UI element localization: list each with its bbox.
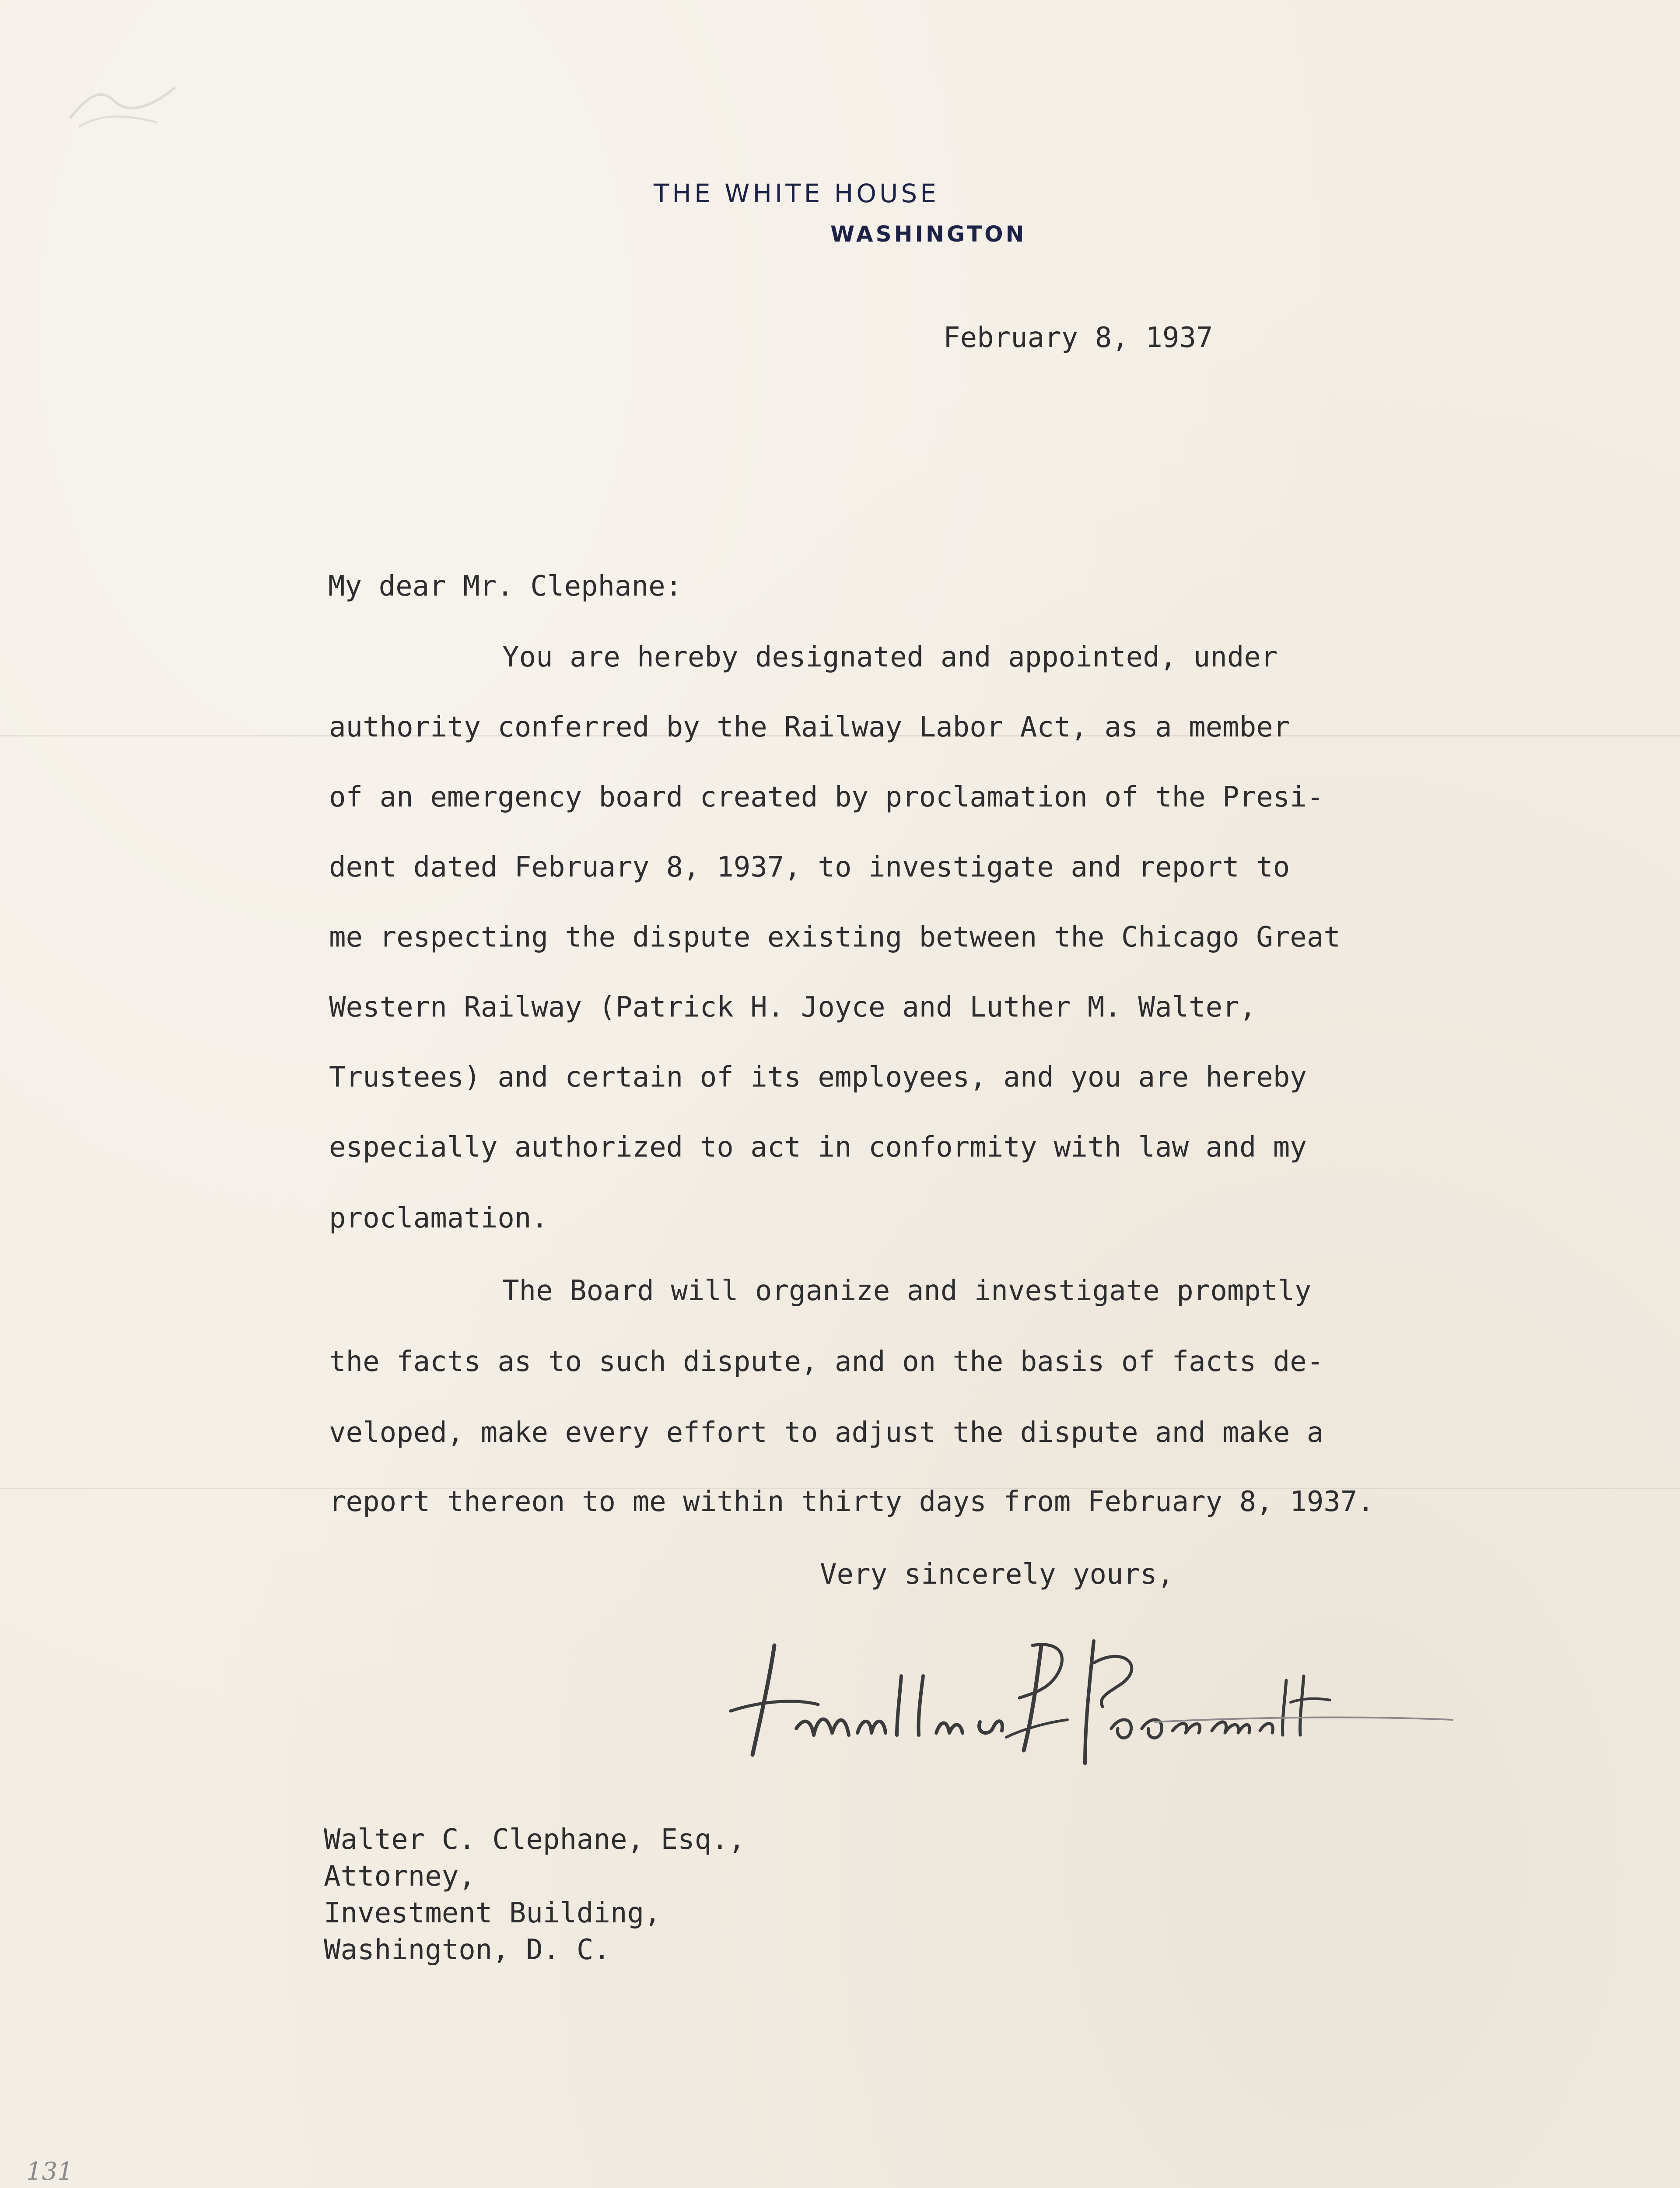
body-line: authority conferred by the Railway Labor Act, as a member — [329, 711, 1290, 743]
faint-pencil-mark — [61, 70, 192, 136]
salutation: My dear Mr. Clephane: — [328, 570, 682, 603]
body-line: especially authorized to act in conformity with law and my — [329, 1131, 1307, 1164]
handwritten-signature — [718, 1628, 1461, 1785]
body-line: me respecting the dispute existing between the Chicago Great — [329, 921, 1340, 954]
body-line: report thereon to me within thirty days from February 8, 1937. — [329, 1486, 1374, 1518]
recipient-city: Washington, D. C. — [324, 1934, 611, 1966]
recipient-title: Attorney, — [324, 1860, 476, 1893]
letter-date: February 8, 1937 — [943, 322, 1213, 354]
body-line: of an emergency board created by proclamation of the Presi- — [329, 781, 1324, 813]
body-line: the facts as to such dispute, and on the basis of facts de- — [329, 1346, 1324, 1378]
body-line: Trustees) and certain of its employees, and you are hereby — [329, 1061, 1307, 1094]
recipient-name: Walter C. Clephane, Esq., — [324, 1823, 746, 1856]
body-line: proclamation. — [329, 1202, 548, 1234]
body-line: Western Railway (Patrick H. Joyce and Luther M. Walter, — [329, 991, 1256, 1024]
body-line: You are hereby designated and appointed, under — [502, 641, 1278, 673]
closing: Very sincerely yours, — [820, 1558, 1174, 1591]
recipient-building: Investment Building, — [324, 1897, 661, 1929]
body-line: The Board will organize and investigate promptly — [502, 1275, 1312, 1307]
letterhead-city: WASHINGTON — [830, 221, 1027, 247]
body-line: dent dated February 8, 1937, to investigate and report to — [329, 851, 1290, 884]
archive-pencil-number: 131 — [26, 2157, 73, 2186]
body-line: veloped, make every effort to adjust the dispute and make a — [329, 1417, 1324, 1449]
letterhead-title: THE WHITE HOUSE — [654, 179, 939, 208]
